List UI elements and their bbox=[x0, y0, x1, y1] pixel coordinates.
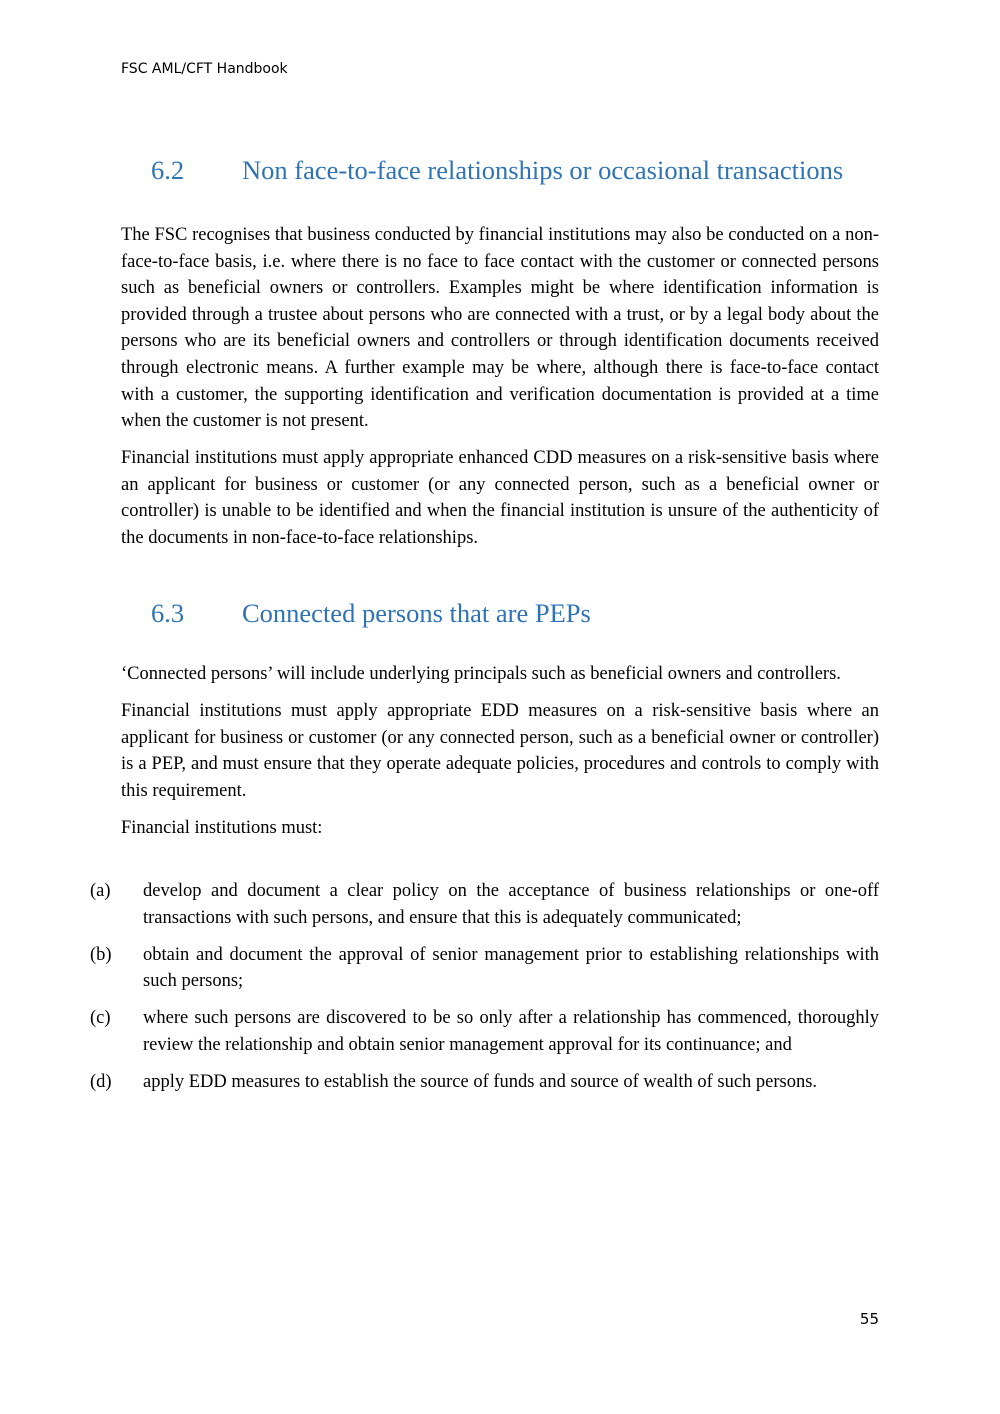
list-marker: (b) bbox=[90, 944, 112, 965]
list-marker: (d) bbox=[90, 1072, 112, 1093]
list-item bbox=[90, 942, 879, 995]
section-6-2-body bbox=[121, 222, 879, 552]
list-item bbox=[90, 1069, 879, 1096]
paragraph: Financial institutions must: bbox=[121, 817, 323, 838]
list-item bbox=[90, 878, 879, 931]
running-header: FSC AML/CFT Handbook bbox=[121, 61, 288, 77]
section-heading bbox=[151, 155, 879, 186]
paragraph: Financial institutions must apply appropriate enhanced CDD measures on a risk-sensitive basis where an applicant for business or customer (or any connected person, such as a beneficial owner or controller) is unable to be identified and when the financial institution is unsure of the authenticity of the documents in non-face-to-face relationships. bbox=[121, 448, 879, 549]
list-item bbox=[90, 1005, 879, 1058]
paragraph: Financial institutions must apply appropriate EDD measures on a risk-sensitive basis where an applicant for business or customer (or any connected person, such as a beneficial owner or controller) is a PEP, and must ensure that they operate adequate policies, procedures and controls to comply with this requirement. bbox=[121, 701, 879, 801]
paragraph: ‘Connected persons’ will include underlying principals such as beneficial owners and controllers. bbox=[121, 664, 841, 684]
list-item-text: where such persons are discovered to be so only after a relationship has commenced, thoroughly review the relationship and obtain senior management approval for its continuance; and bbox=[143, 1008, 879, 1055]
section-number: 6.3 bbox=[151, 598, 185, 628]
section-title: Non face-to-face relationships or occasional transactions bbox=[242, 155, 844, 185]
list-item-text: develop and document a clear policy on the acceptance of business relationships or one-off transactions with such persons, and ensure that this is adequately communicated; bbox=[143, 881, 879, 928]
list-marker: (c) bbox=[90, 1008, 111, 1029]
requirements-list bbox=[90, 878, 879, 1106]
page-number: 55 bbox=[859, 1310, 879, 1328]
section-6-3-body bbox=[121, 661, 879, 842]
list-item-text: obtain and document the approval of senior management prior to establishing relationships with such persons; bbox=[143, 944, 879, 992]
section-6-2 bbox=[121, 155, 879, 186]
section-6-3 bbox=[121, 598, 879, 629]
list-item-text: apply EDD measures to establish the source of funds and source of wealth of such persons. bbox=[143, 1072, 818, 1093]
section-heading bbox=[151, 598, 879, 629]
list-marker: (a) bbox=[90, 881, 111, 901]
paragraph: The FSC recognises that business conducted by financial institutions may also be conducted on a non- face-to-face basis, i.e. where there is no face to face contact with the customer or connected persons such as beneficial owners or controllers. Examples might be where identification information is provided through a trustee about persons who are connected with a trust, or by a legal body about the persons who are its beneficial owners and controllers or through identification documents received through electronic means. A further example may be where, although there is face-to-face contact with a customer, the supporting identification and verification documentation is provided at a time when the customer is not present. bbox=[121, 225, 879, 432]
section-title: Connected persons that are PEPs bbox=[242, 598, 591, 628]
section-number: 6.2 bbox=[151, 155, 185, 185]
